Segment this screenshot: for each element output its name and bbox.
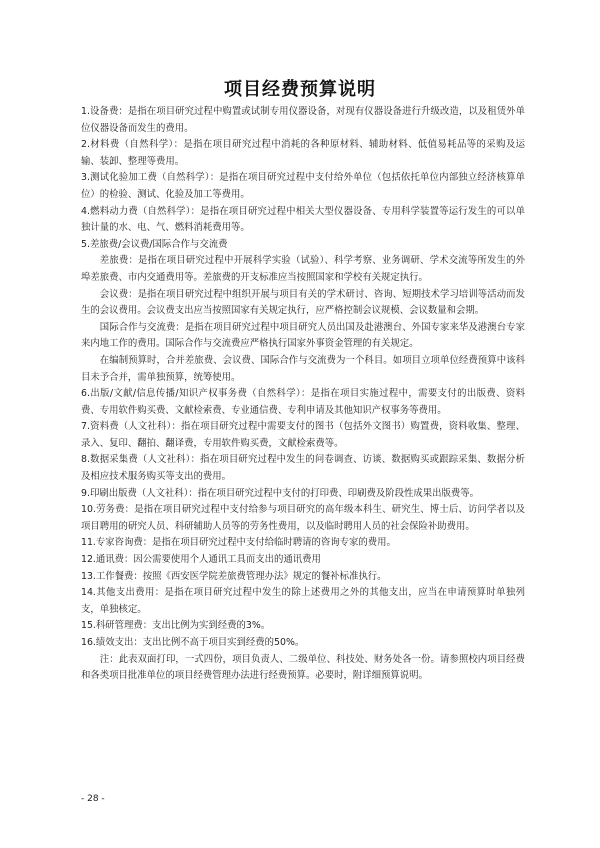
paragraph-labor-fee: 10.劳务费：是指在项目研究过程中支付给参与项目研究的高年级本科生、研究生、博士后、访问学者以及项目聘用的研究人员、科研辅助人员等的劳务性费用，以及临时聘用人员的社会保险补助费用。 — [81, 504, 525, 532]
paragraph-communication-fee: 12.通讯费：因公需要使用个人通讯工具而支出的通讯费用 — [81, 554, 321, 566]
paragraph-meal-fee: 13.工作餐费：按照《西安医学院差旅费管理办法》规定的餐补标准执行。 — [81, 570, 387, 582]
paragraph-conference-fee: 会议费：是指在项目研究过程中组织开展与项目有关的学术研讨、咨询、短期技术学习培训等活动而发生的会议费用。会议费支出应当按照国家有关规定执行，应严格控制会议规模、会议数量和会期。 — [81, 288, 525, 317]
paragraph-publication-fee: 6.出版/文献/信息传播/知识产权事务费（自然科学）：是指在项目实施过程中，需要支付的出版费、资料费、专用软件购买费、文献检索费、专业通信费、专利申请及其他知识产权事务等费用。 — [81, 388, 525, 416]
paragraph-expert-fee: 11.专家咨询费：是指在项目研究过程中支付给临时聘请的咨询专家的费用。 — [81, 537, 396, 549]
paragraph-note: 注：此表双面打印，一式四份，项目负责人、二级单位、科技处、财务处各一份。请参照校内项目经费和各类项目批准单位的项目经费管理办法进行经费预算。必要时，附详细预算说明。 — [81, 653, 525, 682]
page-number: - 28 - — [81, 794, 105, 804]
paragraph-printing-fee: 9.印刷出版费（人文社科）：指在项目研究过程中支付的打印费、印刷费及阶段性成果出版费等。 — [81, 487, 480, 499]
paragraph-performance-fee: 16.绩效支出：支出比例不高于项目实到经费的50%。 — [81, 637, 305, 648]
paragraph-travel-conference-heading: 5.差旅费/会议费/国际合作与交流费 — [81, 238, 228, 250]
paragraph-fuel-power-fee: 4.燃料动力费（自然科学）：是指在项目研究过程中相关大型仪器设备、专用科学装置等运行发生的可以单独计量的水、电、气、燃料消耗费用等。 — [81, 205, 525, 234]
paragraph-management-fee: 15.科研管理费：支出比例为实到经费的3%。 — [81, 620, 271, 632]
document-body — [81, 104, 525, 685]
paragraph-data-collection-fee: 8.数据采集费（人文社科）：指在项目研究过程中发生的问卷调查、访谈、数据购买或跟踪采集、数据分析及相应技术服务购买等支出的费用。 — [81, 454, 525, 483]
paragraph-data-material-fee: 7.资料费（人文社科）：指在项目研究过程中需要支付的图书（包括外文图书）购置费，资料收集、整理、录入、复印、翻拍、翻译费，专用软件购买费，文献检索费等。 — [81, 421, 525, 449]
paragraph-budget-merge-note: 在编制预算时，合并差旅费、会议费、国际合作与交流费为一个科目。如项目立项单位经费预算中该科目未予合并，需单独预算，统筹使用。 — [81, 354, 525, 383]
paragraph-testing-fee: 3.测试化验加工费（自然科学）：是指在项目研究过程中支付给外单位（包括依托单位内部独立经济核算单位）的检验、测试、化验及加工等费用。 — [81, 172, 525, 200]
document-title: 项目经费预算说明 — [224, 79, 376, 100]
paragraph-international-fee: 国际合作与交流费：是指在项目研究过程中项目研究人员出国及赴港澳台、外国专家来华及港澳台专家来内地工作的费用。国际合作与交流费应严格执行国家外事资金管理的有关规定。 — [81, 321, 525, 350]
paragraph-travel-fee: 差旅费：是指在项目研究过程中开展科学实验（试验）、科学考察、业务调研、学术交流等所发生的外埠差旅费、市内交通费用等。差旅费的开支标准应当按照国家和学校有关规定执行。 — [81, 255, 525, 283]
paragraph-other-fee: 14.其他支出费用：是指在项目研究过程中发生的除上述费用之外的其他支出，应当在申请预算时单独列支，单独核定。 — [81, 587, 525, 615]
paragraph-equipment-fee: 1.设备费：是指在项目研究过程中购置或试制专用仪器设备，对现有仪器设备进行升级改造，以及租赁外单位仪器设备而发生的费用。 — [81, 106, 525, 134]
paragraph-material-fee: 2.材料费（自然科学）：是指在项目研究过程中消耗的各种原材料、辅助材料、低值易耗品等的采购及运输、装卸、整理等费用。 — [81, 139, 525, 167]
